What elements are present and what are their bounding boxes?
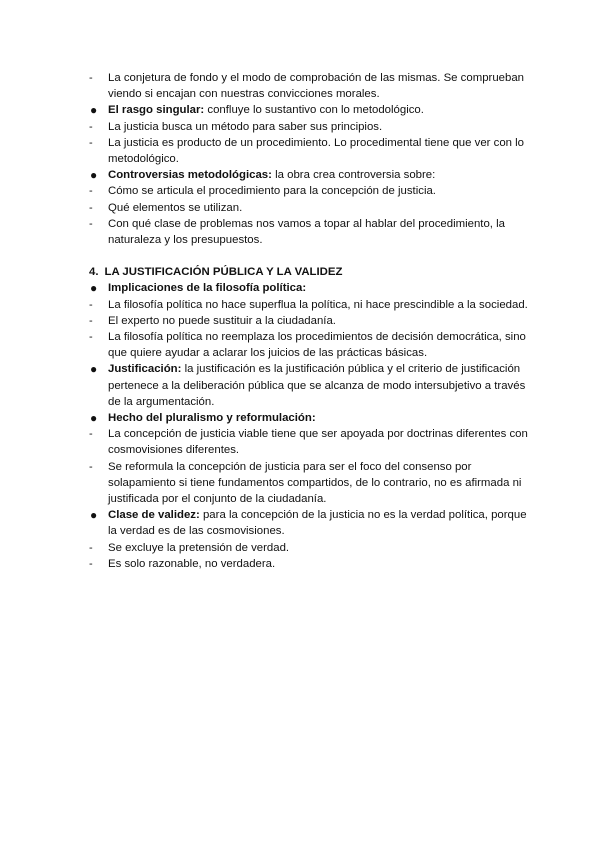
item-text: Qué elementos se utilizan.: [108, 201, 243, 214]
item-text: Es solo razonable, no verdadera.: [108, 557, 276, 570]
item-text-block: [108, 282, 306, 294]
item-text: La filosofía política no reemplaza los procedimientos de decisión democrática, sino que quiere ayudar a aclarar los juicios de las prácticas básicas.: [108, 331, 526, 360]
item-text: El experto no puede sustituir a la ciudadanía.: [108, 314, 336, 327]
dash-marker: -: [89, 185, 93, 198]
item-text: confluye lo sustantivo con lo metodológico.: [204, 104, 424, 117]
bullet-marker: ●: [90, 508, 98, 523]
bullet-item: [89, 102, 529, 118]
document-body: [89, 70, 529, 572]
dash-marker: -: [89, 201, 93, 214]
item-text: Con qué clase de problemas nos vamos a topar al hablar del procedimiento, la naturaleza y los presupuestos.: [108, 217, 506, 247]
bullet-item: [89, 280, 529, 296]
dash-marker: -: [89, 541, 93, 554]
item-text-block: [108, 315, 336, 327]
dash-item: [89, 183, 529, 199]
bullet-marker: ●: [90, 103, 98, 118]
dash-marker: -: [89, 428, 93, 441]
dash-marker: -: [89, 136, 93, 149]
justification-list: [89, 280, 529, 572]
item-text-block: [108, 542, 289, 554]
methodology-list: [89, 70, 529, 248]
dash-item: [89, 216, 529, 248]
dash-item: [89, 556, 529, 572]
dash-marker: -: [89, 120, 93, 133]
dash-marker: -: [89, 557, 93, 570]
item-text: Cómo se articula el procedimiento para la concepción de justicia.: [108, 185, 436, 198]
dash-marker: -: [89, 314, 93, 327]
item-text: La justicia busca un método para saber sus principios.: [108, 120, 383, 133]
item-lead: El rasgo singular:: [108, 104, 205, 117]
section-heading: [89, 264, 529, 280]
dash-item: [89, 70, 529, 102]
item-text: La justicia es producto de un procedimiento. Lo procedimental tiene que ver con lo metodológico.: [108, 136, 525, 166]
dash-item: [89, 540, 529, 556]
item-text-block: [108, 169, 435, 181]
item-text-block: [108, 121, 382, 133]
item-text-block: [108, 185, 436, 197]
dash-item: [89, 459, 529, 508]
bullet-item: [89, 410, 529, 426]
bullet-item: [89, 361, 529, 410]
item-text-block: [108, 363, 525, 407]
item-lead: Clase de validez:: [108, 509, 200, 522]
dash-marker: -: [89, 298, 93, 311]
section-number: 4.: [89, 266, 99, 279]
item-text-block: [108, 104, 424, 116]
item-text-block: [108, 558, 275, 570]
bullet-marker: ●: [90, 411, 98, 426]
item-text: Se excluye la pretensión de verdad.: [108, 541, 290, 554]
item-lead: Implicaciones de la filosofía política:: [108, 282, 307, 295]
item-text: La filosofía política no hace superflua la política, ni hace prescindible a la sociedad.: [108, 298, 528, 311]
item-text: La concepción de justicia viable tiene que ser apoyada por doctrinas diferentes con cosmovisiones diferentes.: [108, 428, 528, 457]
bullet-item: [89, 167, 529, 183]
bullet-marker: ●: [90, 168, 98, 183]
dash-item: [89, 200, 529, 216]
section-title: LA JUSTIFICACIÓN PÚBLICA Y LA VALIDEZ: [104, 266, 343, 279]
item-lead: Controversias metodológicas:: [108, 169, 272, 182]
dash-marker: -: [89, 217, 93, 230]
dash-item: [89, 313, 529, 329]
bullet-item: [89, 507, 529, 539]
dash-item: [89, 135, 529, 167]
item-text-block: [108, 137, 524, 165]
item-text-block: [108, 461, 521, 505]
bullet-marker: ●: [90, 281, 98, 296]
item-text: la obra crea controversia sobre:: [271, 169, 436, 182]
item-text: La conjetura de fondo y el modo de comprobación de las mismas. Se comprueban viendo si encajan con nuestras convicciones morales.: [108, 72, 524, 101]
dash-marker: -: [89, 331, 93, 344]
item-text: la justificación es la justificación pública y el criterio de justificación pertenece a la deliberación pública que se alcanza de modo intersubjetivo a través de la argumentación.: [108, 363, 526, 408]
dash-marker: -: [89, 460, 93, 473]
dash-item: [89, 119, 529, 135]
dash-item: [89, 426, 529, 458]
item-text-block: [108, 412, 316, 424]
item-text-block: [108, 202, 242, 214]
bullet-marker: ●: [90, 362, 98, 377]
dash-marker: -: [89, 72, 93, 84]
item-text-block: [108, 331, 526, 359]
item-text: Se reformula la concepción de justicia para ser el foco del consenso por solapamiento si tiene fundamentos compartidos, de lo contrario, no es afirmada ni justificada por el conjunto de la ciudadanía.: [108, 460, 522, 506]
item-text: para la concepción de la justicia no es la verdad política, porque la verdad es de las cosmovisiones.: [108, 509, 527, 538]
item-text-block: [108, 299, 528, 311]
item-lead: Hecho del pluralismo y reformulación:: [108, 412, 316, 425]
item-lead: Justificación:: [108, 363, 182, 376]
item-text-block: [108, 72, 524, 100]
dash-item: [89, 329, 529, 361]
item-text-block: [108, 428, 528, 456]
dash-item: [89, 297, 529, 313]
item-text-block: [108, 218, 505, 246]
item-text-block: [108, 509, 527, 537]
